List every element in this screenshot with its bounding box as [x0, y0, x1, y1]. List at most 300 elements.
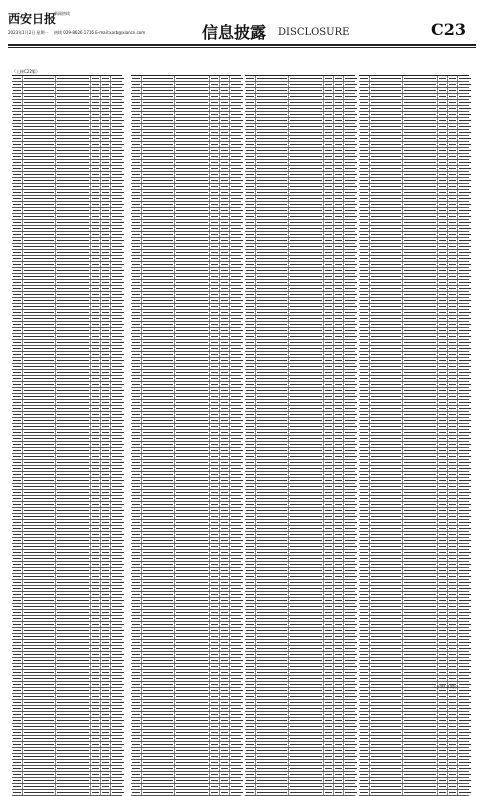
- illegible-text-mark: [325, 648, 332, 650]
- table-cell: [324, 358, 334, 363]
- illegible-text-mark: [176, 636, 208, 638]
- illegible-text-mark: [102, 498, 109, 500]
- table-cell: [334, 226, 344, 231]
- illegible-text-mark: [176, 744, 208, 746]
- illegible-text-mark: [345, 582, 357, 584]
- illegible-text-mark: [132, 426, 140, 428]
- table-cell: [175, 514, 210, 519]
- table-cell: [245, 634, 256, 639]
- illegible-text-mark: [211, 444, 218, 446]
- illegible-text-mark: [290, 174, 322, 176]
- table-cell: [101, 520, 111, 525]
- table-cell: [131, 520, 142, 525]
- illegible-text-mark: [13, 516, 21, 518]
- table-cell: [210, 472, 220, 477]
- illegible-text-mark: [221, 150, 228, 152]
- table-cell: [142, 214, 175, 219]
- illegible-text-mark: [102, 660, 109, 662]
- illegible-text-mark: [257, 624, 287, 626]
- illegible-text-mark: [112, 210, 124, 212]
- table-cell: [289, 238, 324, 243]
- illegible-text-mark: [345, 102, 357, 104]
- illegible-text-mark: [112, 714, 124, 716]
- table-cell: [56, 400, 91, 405]
- illegible-text-mark: [246, 378, 254, 380]
- illegible-text-mark: [290, 486, 322, 488]
- table-cell: [359, 208, 370, 213]
- illegible-text-mark: [92, 216, 99, 218]
- table-cell: [131, 166, 142, 171]
- header-rule-thin: [8, 47, 476, 48]
- table-cell: [324, 280, 334, 285]
- table-cell: [245, 142, 256, 147]
- table-cell: [111, 640, 125, 645]
- illegible-text-mark: [102, 762, 109, 764]
- illegible-text-mark: [92, 348, 99, 350]
- illegible-text-mark: [211, 672, 218, 674]
- table-cell: [12, 394, 23, 399]
- table-cell: [111, 310, 125, 315]
- table-cell: [131, 790, 142, 795]
- table-cell: [344, 94, 358, 99]
- table-cell: [324, 166, 334, 171]
- table-cell: [289, 550, 324, 555]
- illegible-text-mark: [290, 636, 322, 638]
- table-cell: [131, 472, 142, 477]
- illegible-text-mark: [13, 102, 21, 104]
- illegible-text-mark: [132, 756, 140, 758]
- table-cell: [111, 676, 125, 681]
- illegible-text-mark: [143, 786, 173, 788]
- illegible-text-mark: [371, 108, 401, 110]
- illegible-text-mark: [102, 582, 109, 584]
- table-cell: [230, 790, 244, 795]
- table-cell: [359, 94, 370, 99]
- illegible-text-mark: [345, 186, 357, 188]
- table-cell: [220, 136, 230, 141]
- table-cell: [245, 262, 256, 267]
- table-cell: [175, 640, 210, 645]
- illegible-text-mark: [290, 144, 322, 146]
- illegible-text-mark: [335, 492, 342, 494]
- illegible-text-mark: [143, 222, 173, 224]
- table-cell: [220, 658, 230, 663]
- illegible-text-mark: [345, 432, 357, 434]
- illegible-text-mark: [57, 564, 89, 566]
- illegible-text-mark: [221, 300, 228, 302]
- illegible-text-mark: [335, 186, 342, 188]
- illegible-text-mark: [246, 612, 254, 614]
- table-cell: [220, 268, 230, 273]
- table-cell: [12, 298, 23, 303]
- table-cell: [359, 76, 370, 81]
- table-cell: [91, 538, 101, 543]
- table-cell: [334, 616, 344, 621]
- table-cell: [12, 724, 23, 729]
- illegible-text-mark: [257, 486, 287, 488]
- illegible-text-mark: [132, 486, 140, 488]
- table-cell: [101, 166, 111, 171]
- table-cell: [324, 544, 334, 549]
- table-cell: [359, 130, 370, 135]
- illegible-text-mark: [112, 324, 124, 326]
- illegible-text-mark: [335, 234, 342, 236]
- illegible-text-mark: [345, 708, 357, 710]
- illegible-text-mark: [290, 354, 322, 356]
- illegible-text-mark: [246, 318, 254, 320]
- table-cell: [324, 250, 334, 255]
- illegible-text-mark: [325, 360, 332, 362]
- illegible-text-mark: [211, 474, 218, 476]
- table-cell: [289, 322, 324, 327]
- table-cell: [210, 268, 220, 273]
- illegible-text-mark: [102, 270, 109, 272]
- illegible-text-mark: [345, 258, 357, 260]
- table-cell: [289, 88, 324, 93]
- illegible-text-mark: [335, 756, 342, 758]
- illegible-text-mark: [290, 594, 322, 596]
- table-cell: [142, 232, 175, 237]
- illegible-text-mark: [290, 774, 322, 776]
- illegible-text-mark: [24, 456, 54, 458]
- table-cell: [101, 532, 111, 537]
- illegible-text-mark: [132, 246, 140, 248]
- table-cell: [230, 418, 244, 423]
- table-cell: [23, 388, 56, 393]
- table-cell: [289, 244, 324, 249]
- table-cell: [344, 700, 358, 705]
- illegible-text-mark: [404, 78, 436, 80]
- table-cell: [324, 334, 334, 339]
- table-cell: [56, 430, 91, 435]
- illegible-text-mark: [13, 192, 21, 194]
- table-cell: [230, 142, 244, 147]
- table-cell: [142, 460, 175, 465]
- table-cell: [289, 568, 324, 573]
- table-cell: [175, 160, 210, 165]
- illegible-text-mark: [221, 294, 228, 296]
- table-cell: [230, 748, 244, 753]
- table-cell: [56, 112, 91, 117]
- illegible-text-mark: [231, 282, 243, 284]
- table-cell: [56, 472, 91, 477]
- table-cell: [220, 310, 230, 315]
- illegible-text-mark: [290, 360, 322, 362]
- illegible-text-mark: [325, 618, 332, 620]
- table-cell: [220, 490, 230, 495]
- table-cell: [324, 670, 334, 675]
- illegible-text-mark: [132, 648, 140, 650]
- illegible-text-mark: [231, 294, 243, 296]
- illegible-text-mark: [246, 600, 254, 602]
- table-cell: [56, 634, 91, 639]
- illegible-text-mark: [231, 150, 243, 152]
- illegible-text-mark: [132, 666, 140, 668]
- table-cell: [220, 208, 230, 213]
- table-cell: [56, 226, 91, 231]
- table-cell: [23, 754, 56, 759]
- illegible-text-mark: [24, 492, 54, 494]
- table-cell: [101, 628, 111, 633]
- illegible-text-mark: [112, 276, 124, 278]
- table-cell: [370, 100, 403, 105]
- table-cell: [230, 430, 244, 435]
- table-cell: [289, 766, 324, 771]
- illegible-text-mark: [102, 684, 109, 686]
- table-cell: [344, 400, 358, 405]
- table-cell: [230, 400, 244, 405]
- illegible-text-mark: [439, 144, 446, 146]
- table-cell: [245, 538, 256, 543]
- table-cell: [220, 484, 230, 489]
- table-cell: [289, 490, 324, 495]
- table-cell: [23, 658, 56, 663]
- illegible-text-mark: [132, 474, 140, 476]
- table-cell: [101, 418, 111, 423]
- illegible-text-mark: [112, 336, 124, 338]
- table-cell: [324, 298, 334, 303]
- table-cell: [56, 712, 91, 717]
- illegible-text-mark: [176, 600, 208, 602]
- illegible-text-mark: [221, 324, 228, 326]
- illegible-text-mark: [132, 414, 140, 416]
- table-cell: [142, 766, 175, 771]
- illegible-text-mark: [57, 78, 89, 80]
- illegible-text-mark: [143, 576, 173, 578]
- table-cell: [175, 526, 210, 531]
- table-cell: [210, 280, 220, 285]
- illegible-text-mark: [102, 198, 109, 200]
- table-cell: [245, 238, 256, 243]
- table-cell: [256, 484, 289, 489]
- illegible-text-mark: [345, 792, 357, 794]
- illegible-text-mark: [112, 318, 124, 320]
- illegible-text-mark: [132, 660, 140, 662]
- table-cell: [220, 196, 230, 201]
- table-cell: [111, 418, 125, 423]
- illegible-text-mark: [335, 726, 342, 728]
- illegible-text-mark: [132, 384, 140, 386]
- table-cell: [142, 112, 175, 117]
- table-cell: [220, 520, 230, 525]
- illegible-text-mark: [246, 540, 254, 542]
- table-cell: [111, 544, 125, 549]
- illegible-text-mark: [231, 270, 243, 272]
- illegible-text-mark: [325, 774, 332, 776]
- table-cell: [101, 238, 111, 243]
- table-cell: [12, 418, 23, 423]
- table-cell: [23, 286, 56, 291]
- table-cell: [111, 376, 125, 381]
- illegible-text-mark: [335, 516, 342, 518]
- table-cell: [210, 328, 220, 333]
- table-cell: [289, 754, 324, 759]
- illegible-text-mark: [257, 84, 287, 86]
- table-cell: [91, 442, 101, 447]
- table-cell: [91, 700, 101, 705]
- illegible-text-mark: [57, 606, 89, 608]
- illegible-text-mark: [143, 660, 173, 662]
- illegible-text-mark: [24, 300, 54, 302]
- table-cell: [220, 604, 230, 609]
- illegible-text-mark: [257, 684, 287, 686]
- illegible-text-mark: [345, 690, 357, 692]
- table-cell: [324, 502, 334, 507]
- table-cell: [111, 436, 125, 441]
- illegible-text-mark: [231, 420, 243, 422]
- table-cell: [245, 712, 256, 717]
- illegible-text-mark: [325, 660, 332, 662]
- table-cell: [56, 628, 91, 633]
- illegible-text-mark: [449, 144, 456, 146]
- illegible-text-mark: [335, 204, 342, 206]
- illegible-text-mark: [257, 606, 287, 608]
- table-cell: [91, 238, 101, 243]
- table-cell: [23, 304, 56, 309]
- illegible-text-mark: [335, 198, 342, 200]
- illegible-text-mark: [325, 468, 332, 470]
- table-cell: [245, 376, 256, 381]
- table-cell: [131, 412, 142, 417]
- illegible-text-mark: [132, 528, 140, 530]
- illegible-text-mark: [112, 354, 124, 356]
- illegible-text-mark: [132, 780, 140, 782]
- table-cell: [220, 94, 230, 99]
- table-cell: [448, 82, 458, 87]
- illegible-text-mark: [13, 420, 21, 422]
- table-row: [245, 790, 355, 796]
- illegible-text-mark: [13, 492, 21, 494]
- table-cell: [111, 388, 125, 393]
- illegible-text-mark: [57, 168, 89, 170]
- illegible-text-mark: [325, 264, 332, 266]
- table-cell: [245, 676, 256, 681]
- table-cell: [403, 166, 438, 171]
- illegible-text-mark: [102, 474, 109, 476]
- table-cell: [230, 406, 244, 411]
- illegible-text-mark: [132, 114, 140, 116]
- table-cell: [245, 664, 256, 669]
- illegible-text-mark: [335, 300, 342, 302]
- table-cell: [142, 754, 175, 759]
- table-cell: [220, 130, 230, 135]
- table-cell: [56, 610, 91, 615]
- illegible-text-mark: [290, 528, 322, 530]
- table-cell: [344, 544, 358, 549]
- table-cell: [12, 316, 23, 321]
- illegible-text-mark: [13, 744, 21, 746]
- illegible-text-mark: [231, 192, 243, 194]
- table-cell: [12, 208, 23, 213]
- illegible-text-mark: [176, 456, 208, 458]
- table-cell: [23, 718, 56, 723]
- table-cell: [324, 316, 334, 321]
- illegible-text-mark: [143, 678, 173, 680]
- illegible-text-mark: [57, 246, 89, 248]
- illegible-text-mark: [92, 300, 99, 302]
- table-cell: [91, 202, 101, 207]
- table-cell: [12, 460, 23, 465]
- table-cell: [245, 526, 256, 531]
- table-cell: [448, 100, 458, 105]
- table-cell: [334, 304, 344, 309]
- table-cell: [12, 142, 23, 147]
- illegible-text-mark: [24, 636, 54, 638]
- table-cell: [256, 274, 289, 279]
- illegible-text-mark: [24, 216, 54, 218]
- illegible-text-mark: [92, 120, 99, 122]
- illegible-text-mark: [57, 690, 89, 692]
- table-cell: [334, 448, 344, 453]
- table-cell: [230, 268, 244, 273]
- illegible-text-mark: [325, 576, 332, 578]
- illegible-text-mark: [449, 204, 456, 206]
- illegible-text-mark: [335, 96, 342, 98]
- table-cell: [256, 760, 289, 765]
- table-cell: [256, 436, 289, 441]
- illegible-text-mark: [257, 582, 287, 584]
- masthead-side-text: 新闻热线: [54, 11, 70, 16]
- table-cell: [12, 100, 23, 105]
- illegible-text-mark: [13, 498, 21, 500]
- table-cell: [256, 556, 289, 561]
- illegible-text-mark: [325, 666, 332, 668]
- illegible-text-mark: [102, 162, 109, 164]
- table-cell: [210, 316, 220, 321]
- table-cell: [289, 94, 324, 99]
- illegible-text-mark: [290, 660, 322, 662]
- table-cell: [131, 118, 142, 123]
- table-cell: [142, 634, 175, 639]
- illegible-text-mark: [176, 684, 208, 686]
- illegible-text-mark: [325, 642, 332, 644]
- table-cell: [448, 166, 458, 171]
- illegible-text-mark: [335, 744, 342, 746]
- illegible-text-mark: [335, 318, 342, 320]
- illegible-text-mark: [290, 624, 322, 626]
- table-cell: [230, 754, 244, 759]
- table-cell: [101, 784, 111, 789]
- illegible-text-mark: [290, 552, 322, 554]
- table-cell: [344, 610, 358, 615]
- illegible-text-mark: [257, 546, 287, 548]
- table-cell: [210, 244, 220, 249]
- table-cell: [289, 256, 324, 261]
- table-cell: [334, 556, 344, 561]
- table-cell: [111, 208, 125, 213]
- illegible-text-mark: [221, 282, 228, 284]
- table-cell: [101, 400, 111, 405]
- illegible-text-mark: [92, 738, 99, 740]
- table-cell: [245, 646, 256, 651]
- table-cell: [111, 394, 125, 399]
- table-cell: [101, 766, 111, 771]
- illegible-text-mark: [257, 312, 287, 314]
- table-cell: [175, 724, 210, 729]
- illegible-text-mark: [57, 600, 89, 602]
- illegible-text-mark: [132, 522, 140, 524]
- illegible-text-mark: [132, 108, 140, 110]
- illegible-text-mark: [13, 360, 21, 362]
- illegible-text-mark: [13, 120, 21, 122]
- table-cell: [131, 160, 142, 165]
- table-cell: [245, 784, 256, 789]
- illegible-text-mark: [246, 444, 254, 446]
- table-cell: [175, 166, 210, 171]
- table-cell: [324, 118, 334, 123]
- illegible-text-mark: [290, 588, 322, 590]
- illegible-text-mark: [176, 258, 208, 260]
